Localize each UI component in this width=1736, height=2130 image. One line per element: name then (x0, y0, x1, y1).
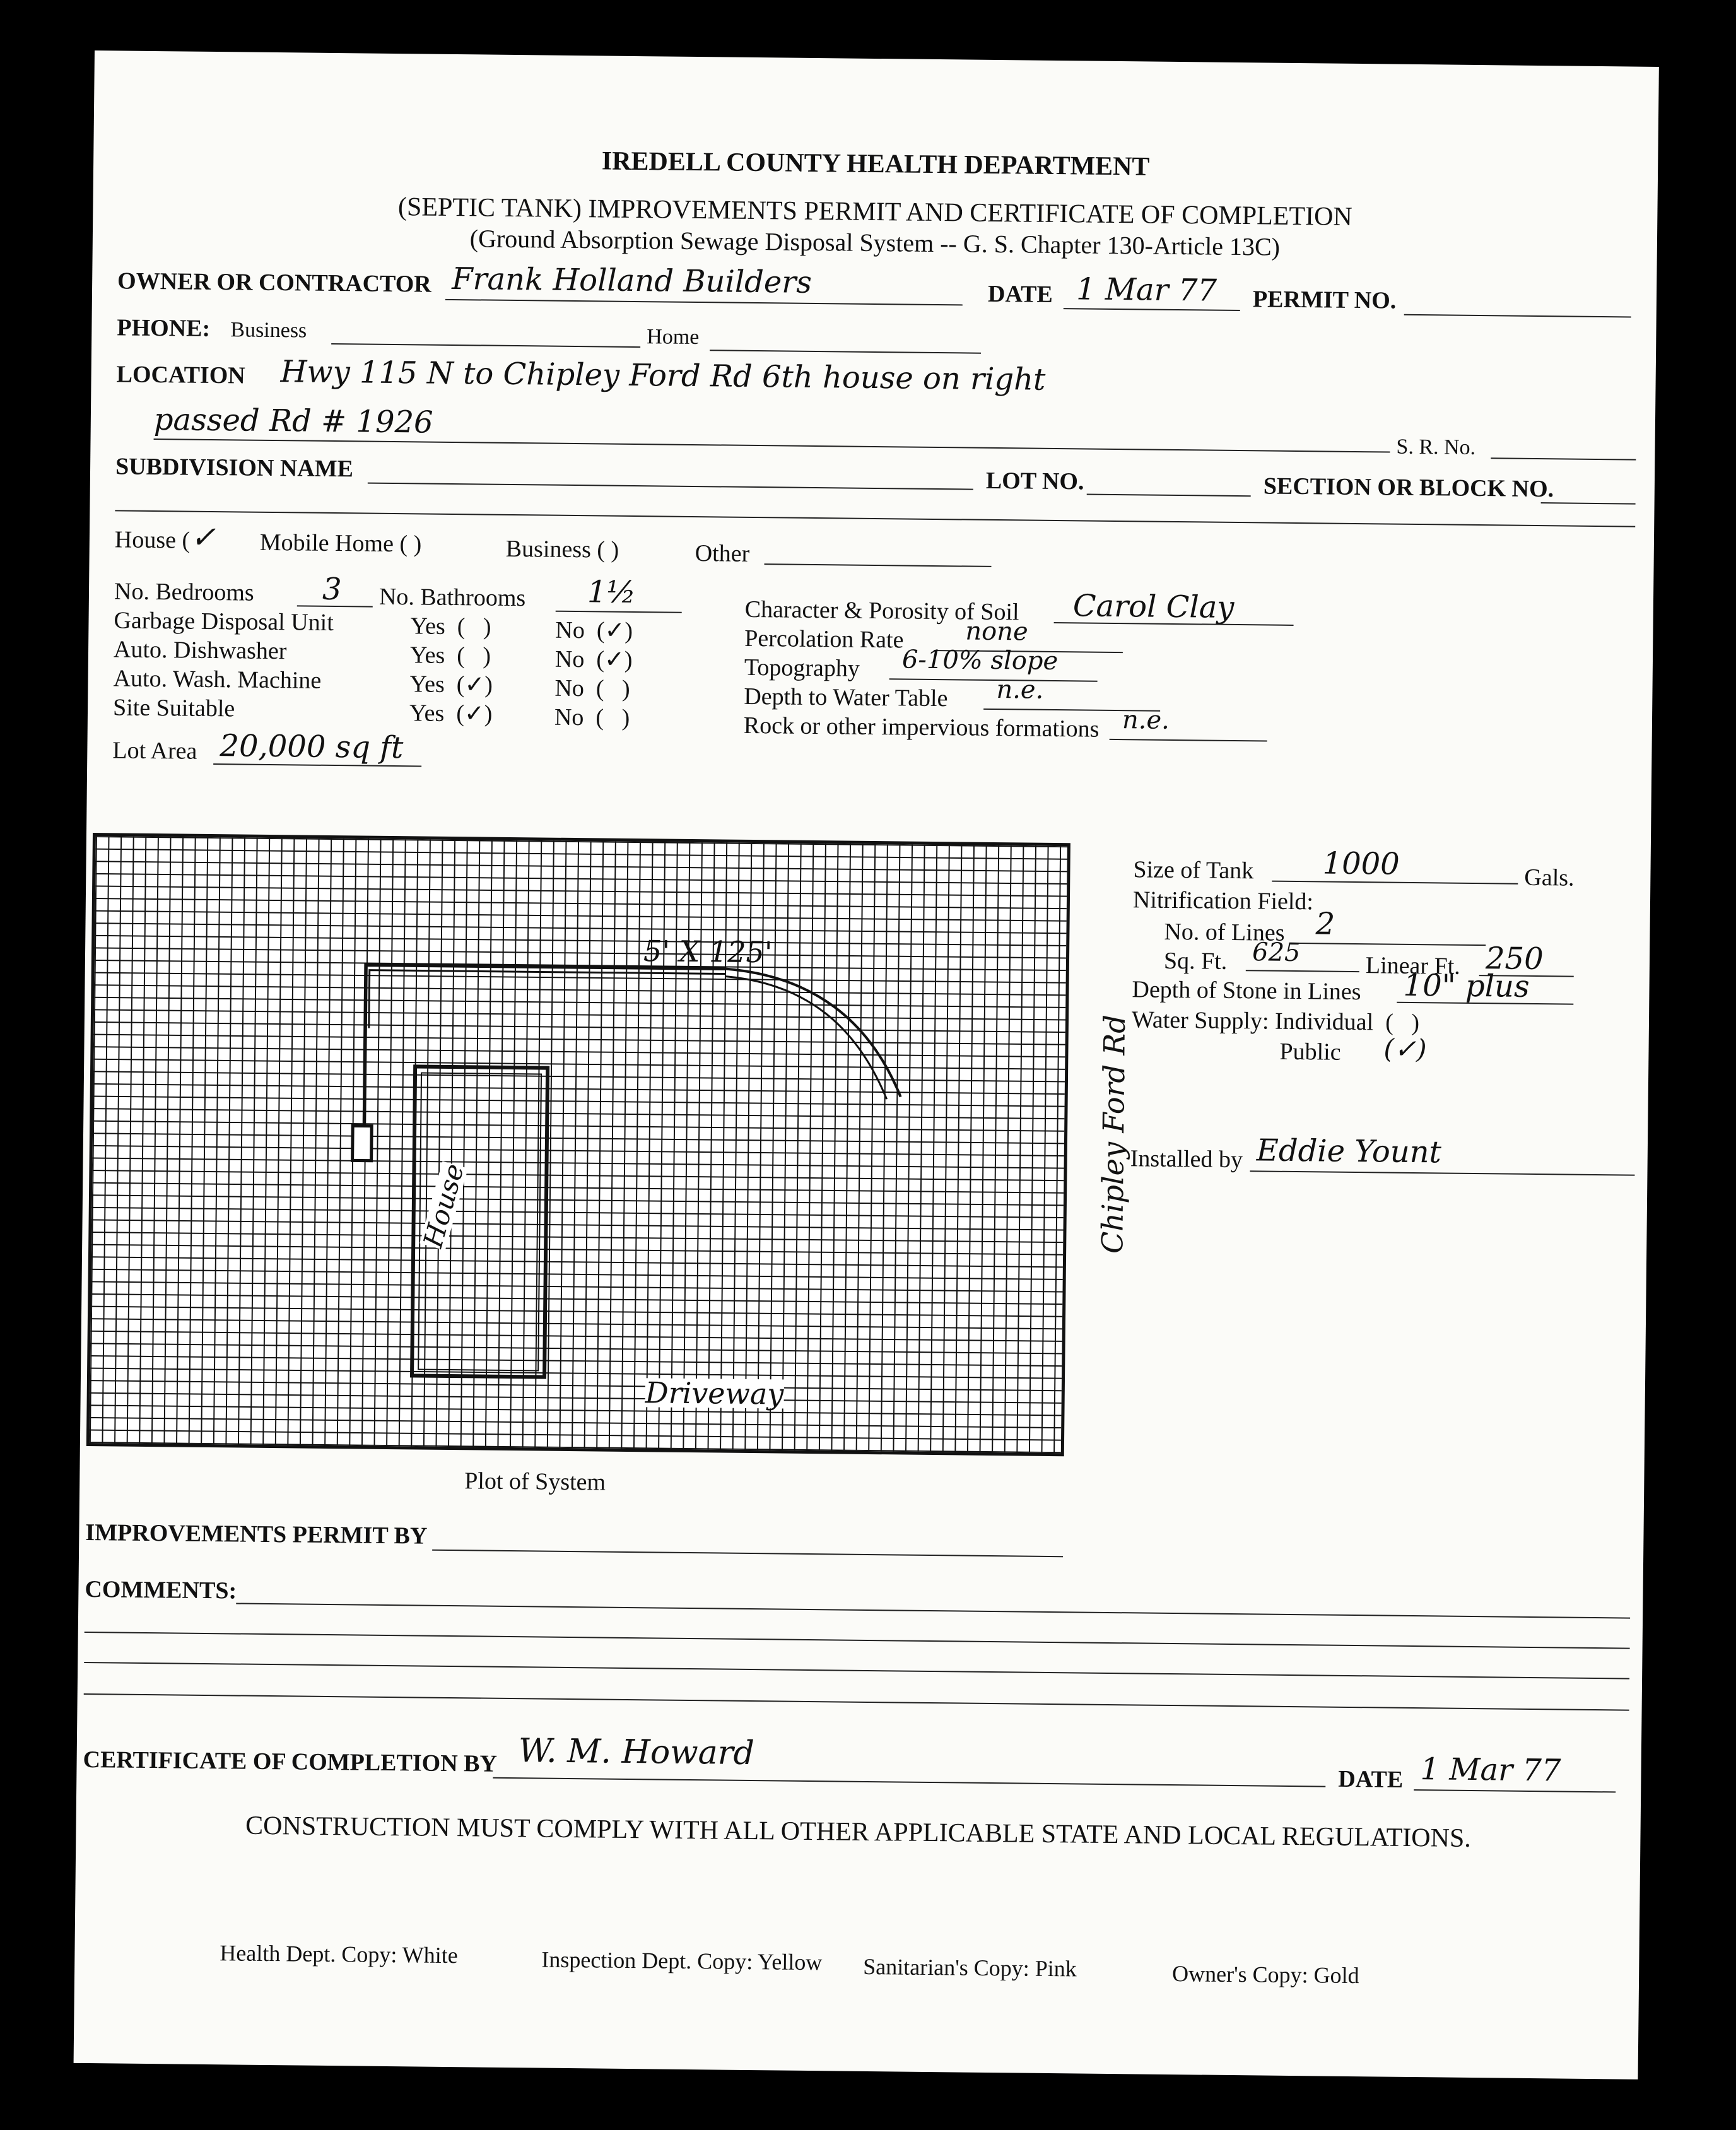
bathrooms-label: No. Bathrooms (378, 583, 526, 612)
permit-form (74, 50, 1659, 2080)
house-label: House (417, 1160, 470, 1251)
feature-yes: Yes (✓) (409, 700, 493, 727)
drain-curve (724, 969, 902, 1097)
driveway-label: Driveway (645, 1375, 784, 1411)
other-label: Other (695, 540, 750, 567)
comments-line (84, 1693, 1629, 1711)
bedrooms-value: 3 (322, 571, 342, 608)
subdivision-label: SUBDIVISION NAME (115, 453, 354, 483)
date-label: DATE (987, 280, 1053, 308)
soil-line (1110, 739, 1267, 742)
comments-line (236, 1603, 1630, 1618)
stone-label: Depth of Stone in Lines (1132, 976, 1361, 1006)
sqft-label: Sq. Ft. (1163, 947, 1228, 975)
feature-yes: Yes ( ) (410, 613, 491, 640)
permit-by-line (432, 1550, 1063, 1557)
business-label: Business ( ) (505, 535, 619, 563)
form-title: (SEPTIC TANK) IMPROVEMENTS PERMIT AND CERTIFICATE OF COMPLETION (397, 192, 1352, 232)
certificate-date-line (1414, 1789, 1616, 1792)
line-size-label: 5' X 125' (643, 934, 773, 970)
copy-label: Sanitarian's Copy: Pink (863, 1953, 1077, 1982)
feature-label: Auto. Wash. Machine (113, 665, 322, 694)
soil-label: Rock or other impervious formations (743, 712, 1100, 743)
mobile-home-label: Mobile Home ( ) (259, 529, 422, 558)
phone-business-label: Business (230, 318, 307, 343)
bathrooms-value: 1½ (587, 574, 636, 611)
drain-curve-inner (724, 977, 888, 1100)
tank-size-value: 1000 (1322, 845, 1400, 882)
lot-line (1087, 494, 1251, 497)
soil-value: n.e. (1122, 705, 1170, 735)
field-label: Nitrification Field: (1132, 886, 1314, 915)
phone-home-label: Home (647, 325, 700, 350)
soil-label: Topography (744, 654, 860, 682)
feature-label: Site Suitable (112, 694, 235, 722)
section-line (1541, 502, 1636, 505)
drain-line (365, 965, 725, 1032)
permit-by-label: IMPROVEMENTS PERMIT BY (85, 1519, 428, 1550)
tank-connector (364, 1028, 365, 1126)
certificate-signature: W. M. Howard (518, 1732, 755, 1773)
section-divider (115, 510, 1635, 527)
soil-value: Carol Clay (1072, 588, 1235, 625)
subdivision-line (368, 483, 973, 490)
section-label: SECTION OR BLOCK NO. (1263, 473, 1554, 503)
house-mark: ✓ (190, 519, 216, 556)
sqft-line (1246, 970, 1359, 972)
department-title: IREDELL COUNTY HEALTH DEPARTMENT (601, 146, 1150, 182)
sr-line (1491, 457, 1636, 460)
feature-no: No (✓) (554, 645, 633, 673)
location-line1: Hwy 115 N to Chipley Ford Rd 6th house on right (280, 354, 1046, 397)
soil-value: n.e. (996, 675, 1044, 705)
location-line2: passed Rd # 1926 (153, 402, 433, 440)
tank-box (353, 1126, 372, 1160)
copy-label: Health Dept. Copy: White (220, 1940, 458, 1968)
gals-label: Gals. (1524, 864, 1575, 891)
soil-label: Character & Porosity of Soil (744, 596, 1019, 626)
drain-line-inner (369, 970, 725, 1032)
certificate-date-label: DATE (1338, 1765, 1404, 1793)
feature-no: No ( ) (554, 703, 630, 731)
lines-value: 2 (1315, 906, 1335, 942)
tank-size-label: Size of Tank (1133, 856, 1254, 885)
soil-label: Depth to Water Table (744, 683, 948, 712)
stone-line (1397, 1002, 1573, 1005)
linear-label: Linear Ft. (1365, 952, 1460, 980)
feature-label: Garbage Disposal Unit (114, 607, 334, 637)
other-line (765, 563, 992, 567)
soil-value: 6-10% slope (901, 645, 1059, 676)
road-label: Chipley Ford Rd (1095, 1014, 1132, 1254)
installed-by-label: Installed by (1130, 1145, 1243, 1174)
feature-yes: Yes ( ) (409, 642, 491, 669)
owner-value: Frank Holland Builders (451, 261, 812, 300)
bathrooms-line (556, 611, 682, 613)
soil-line (889, 678, 1098, 681)
comments-line (84, 1662, 1629, 1680)
feature-no: No ( ) (554, 674, 630, 702)
stone-value: 10" plus (1403, 967, 1530, 1004)
certificate-line (493, 1777, 1325, 1787)
owner-label: OWNER OR CONTRACTOR (117, 268, 431, 298)
plot-grid (86, 833, 1070, 1456)
feature-yes: Yes (✓) (409, 671, 493, 698)
plot-caption: Plot of System (464, 1468, 606, 1496)
permit-line (1404, 314, 1631, 318)
lot-label: LOT NO. (985, 467, 1084, 495)
bedrooms-line (297, 605, 373, 607)
phone-home-line (710, 350, 981, 354)
soil-value: none (965, 616, 1028, 647)
lot-area-label: Lot Area (112, 737, 197, 765)
installed-by-line (1250, 1170, 1634, 1175)
public-label: Public (1279, 1038, 1341, 1066)
certificate-date-value: 1 Mar 77 (1420, 1751, 1561, 1789)
sr-label: S. R. No. (1396, 435, 1476, 459)
installed-by-value: Eddie Yount (1256, 1133, 1442, 1170)
sqft-value: 625 (1252, 938, 1301, 968)
feature-no: No (✓) (555, 616, 633, 644)
copy-label: Owner's Copy: Gold (1171, 1961, 1359, 1989)
feature-label: Auto. Dishwasher (113, 636, 287, 665)
form-subtitle: (Ground Absorption Sewage Disposal System -- G. S. Chapter 130-Article 13C) (469, 224, 1281, 261)
linear-value: 250 (1485, 941, 1544, 977)
lines-line (1290, 943, 1486, 946)
phone-business-line (331, 343, 640, 348)
lot-area-value: 20,000 sq ft (220, 728, 404, 766)
compliance-notice: CONSTRUCTION MUST COMPLY WITH ALL OTHER APPLICABLE STATE AND LOCAL REGULATIONS. (245, 1811, 1472, 1854)
owner-line (445, 299, 963, 306)
date-value: 1 Mar 77 (1076, 271, 1217, 309)
soil-label: Percolation Rate (744, 625, 904, 654)
water-supply-label: Water Supply: Individual ( ) (1131, 1006, 1420, 1037)
certificate-label: CERTIFICATE OF COMPLETION BY (83, 1746, 498, 1777)
phone-label: PHONE: (117, 314, 211, 342)
plot-drawing (90, 836, 1067, 1453)
bedrooms-label: No. Bedrooms (114, 578, 254, 606)
permit-label: PERMIT NO. (1252, 286, 1397, 314)
comments-line (85, 1632, 1630, 1649)
date-line (1064, 308, 1240, 311)
house-label: House ( (114, 526, 191, 554)
comments-label: COMMENTS: (85, 1575, 237, 1604)
copy-label: Inspection Dept. Copy: Yellow (541, 1946, 823, 1975)
lines-label: No. of Lines (1164, 918, 1285, 946)
public-mark: (✓) (1383, 1033, 1427, 1065)
location-label: LOCATION (116, 361, 245, 389)
location-line (154, 438, 1390, 453)
